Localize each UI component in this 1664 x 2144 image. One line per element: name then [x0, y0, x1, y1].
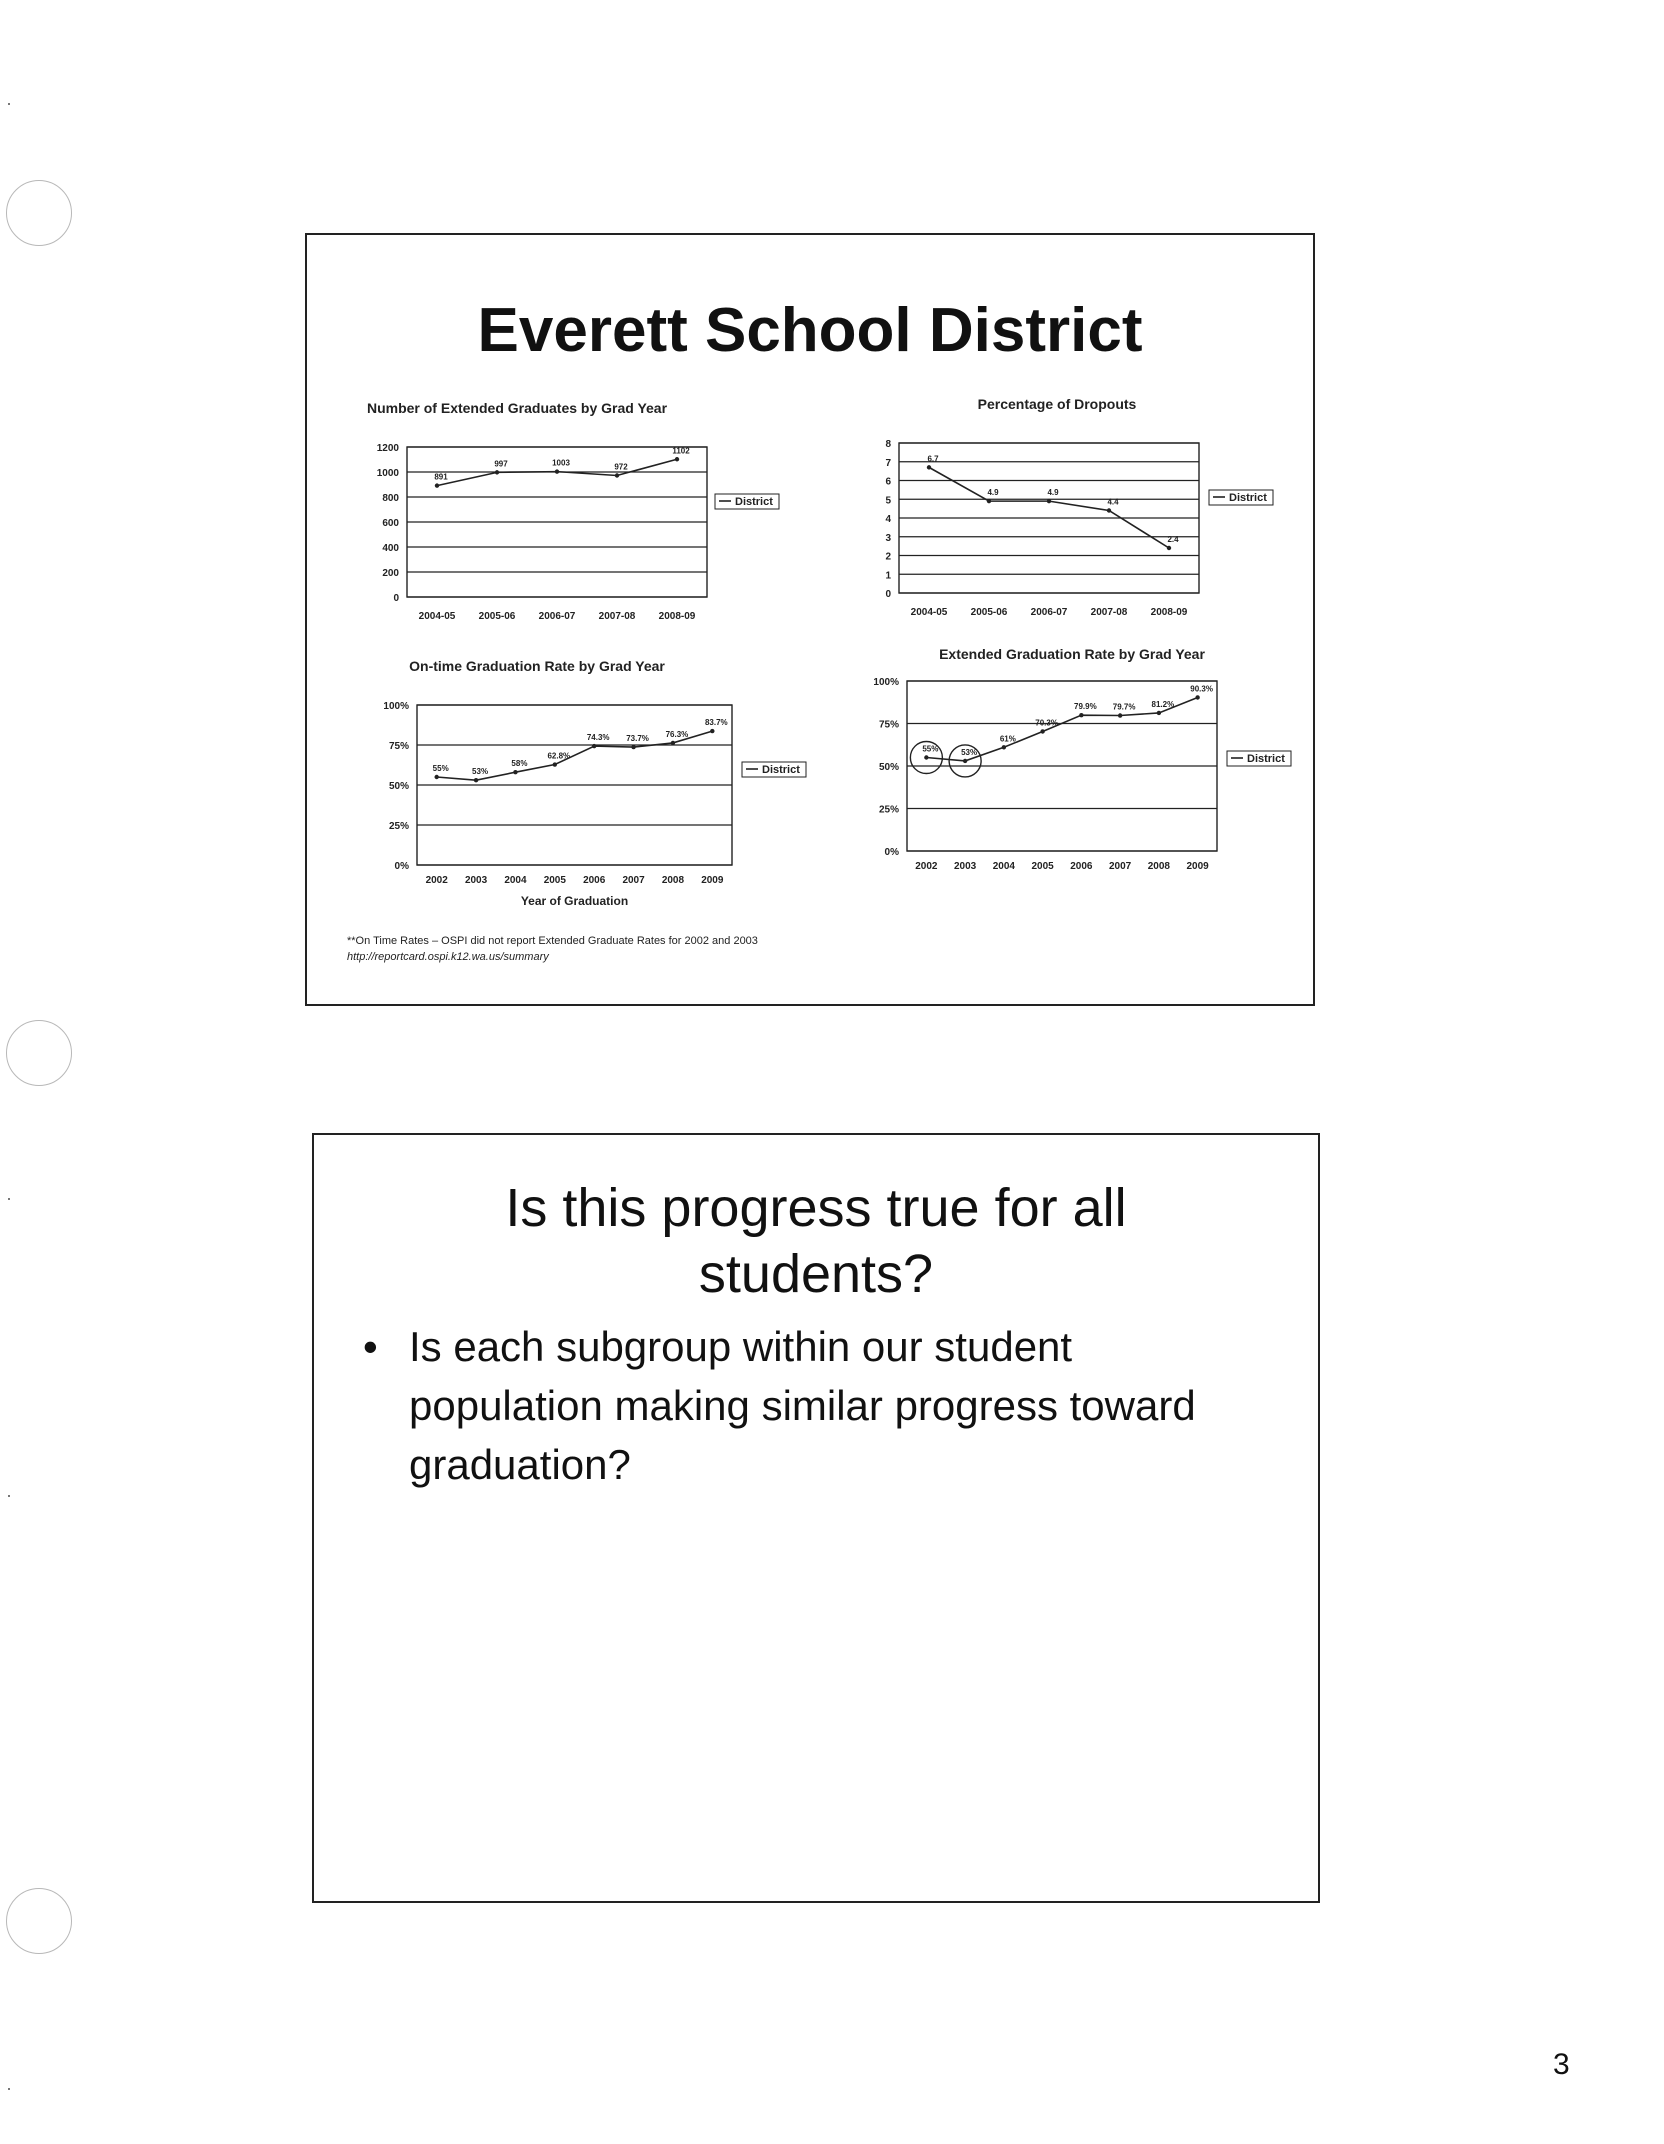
data-label: 891	[434, 472, 448, 482]
y-tick-label: 5	[885, 495, 891, 507]
x-tick-label: 2008	[1147, 861, 1170, 872]
data-point	[1079, 713, 1083, 717]
x-tick-label: 2008	[661, 875, 685, 886]
data-point	[631, 745, 635, 749]
x-tick-label: 2003	[954, 861, 977, 872]
data-point	[963, 759, 967, 763]
data-point	[474, 778, 478, 782]
bullet-line: Is each subgroup within our student	[409, 1323, 1073, 1370]
y-tick-label: 25%	[388, 821, 409, 832]
y-tick-label: 3	[885, 532, 891, 544]
x-tick-label: 2002	[915, 861, 938, 872]
x-tick-label: 2007	[622, 875, 645, 886]
legend-label: District	[762, 764, 800, 776]
data-point	[553, 762, 557, 766]
chart-title: On-time Graduation Rate by Grad Year	[409, 658, 665, 674]
data-label: 90.3%	[1190, 684, 1213, 694]
x-tick-label: 2009	[701, 875, 724, 886]
data-label: 55%	[432, 764, 449, 773]
data-point	[1002, 745, 1006, 749]
data-point	[435, 483, 439, 487]
data-label: 4.9	[987, 488, 999, 498]
x-tick-label: 2005	[543, 875, 566, 886]
footnote-source-url: http://reportcard.ospi.k12.wa.us/summary	[347, 951, 549, 963]
x-tick-label: 2004	[992, 861, 1015, 872]
x-tick-label: 2006-07	[1030, 607, 1068, 618]
chart-title: Percentage of Dropouts	[977, 396, 1137, 412]
y-tick-label: 1000	[376, 468, 399, 479]
data-label: 79.7%	[1112, 702, 1136, 712]
data-label: 73.7%	[626, 734, 649, 744]
data-point	[434, 775, 438, 779]
scan-speck	[8, 1198, 10, 1200]
x-tick-label: 2009	[1186, 861, 1209, 872]
y-tick-label: 1	[885, 570, 891, 582]
data-point	[1047, 499, 1051, 503]
x-tick-label: 2006	[583, 875, 606, 886]
title-line: Is this progress true for all	[505, 1178, 1127, 1238]
data-label: 81.2%	[1151, 699, 1175, 709]
title-line: students?	[698, 1244, 934, 1304]
data-label: 1003	[552, 458, 570, 468]
data-label: 74.3%	[586, 733, 610, 743]
chart-title: Number of Extended Graduates by Grad Year	[366, 400, 668, 416]
scan-speck	[8, 103, 10, 105]
data-point	[1118, 713, 1122, 717]
chart-ontime-graduation-rate	[347, 655, 800, 915]
data-label: 58%	[511, 759, 528, 769]
data-label: 83.7%	[704, 718, 728, 728]
y-tick-label: 0	[393, 593, 399, 604]
data-point	[513, 770, 517, 774]
y-tick-label: 50%	[388, 781, 409, 792]
scan-speck	[8, 1495, 10, 1497]
data-point	[495, 470, 499, 474]
data-label: 1102	[672, 446, 690, 456]
data-label: 997	[494, 459, 508, 469]
data-point	[555, 469, 559, 473]
data-label: 79.9%	[1074, 702, 1097, 712]
y-tick-label: 75%	[878, 719, 899, 731]
chart-title: Extended Graduation Rate by Grad Year	[939, 646, 1205, 662]
data-label: 4.9	[1047, 488, 1059, 498]
slide-progress-question	[312, 1133, 1320, 1903]
legend-label: District	[735, 496, 773, 508]
y-tick-label: 0	[885, 589, 891, 600]
y-tick-label: 8	[885, 439, 891, 450]
x-tick-label: 2003	[464, 875, 488, 886]
y-tick-label: 7	[885, 457, 891, 469]
data-point	[1107, 508, 1111, 512]
data-point	[1040, 729, 1044, 733]
x-tick-label: 2004-05	[418, 611, 456, 622]
x-tick-label: 2005-06	[970, 607, 1008, 618]
data-point	[927, 465, 931, 469]
chart-extended-graduation-rate	[827, 643, 1285, 883]
bullet-line: population making similar progress toward	[409, 1382, 1196, 1429]
x-tick-label: 2008-09	[658, 611, 696, 622]
data-point	[671, 741, 675, 745]
scan-speck	[8, 2088, 10, 2090]
x-tick-label: 2007	[1109, 861, 1132, 872]
y-tick-label: 50%	[878, 762, 899, 773]
data-label: 2.4	[1167, 535, 1179, 544]
slide-everett-district	[305, 233, 1315, 1006]
y-tick-label: 600	[382, 518, 399, 529]
legend-label: District	[1247, 753, 1285, 765]
bullet-line: graduation?	[409, 1441, 631, 1488]
y-tick-label: 25%	[878, 804, 899, 816]
data-point	[924, 755, 928, 759]
data-label: 6.7	[927, 454, 939, 464]
x-axis-title: Year of Graduation	[520, 894, 629, 908]
x-tick-label: 2005	[1031, 861, 1054, 872]
y-tick-label: 0%	[394, 861, 409, 872]
binder-hole-bottom	[6, 1888, 72, 1954]
x-tick-label: 2004-05	[910, 607, 948, 618]
data-point	[1167, 546, 1171, 550]
y-tick-label: 6	[885, 476, 891, 488]
x-tick-label: 2002	[425, 875, 448, 886]
x-tick-label: 2007-08	[598, 611, 636, 622]
slide-title	[314, 1175, 1318, 1307]
slide-title: Everett School District	[477, 296, 1143, 365]
data-label: 70.3%	[1035, 718, 1058, 728]
x-tick-label: 2005-06	[478, 611, 516, 622]
y-tick-label: 75%	[388, 741, 409, 752]
x-tick-label: 2007-08	[1090, 607, 1128, 618]
binder-hole-top	[6, 180, 72, 246]
page-number: 3	[1553, 2048, 1570, 2081]
data-label: 53%	[961, 747, 978, 757]
chart-extended-graduates	[347, 397, 787, 627]
x-tick-label: 2004	[504, 875, 527, 886]
data-point	[1195, 695, 1199, 699]
bullet-item	[363, 1317, 1249, 1494]
bullet-icon: •	[363, 1323, 378, 1370]
x-tick-label: 2006-07	[538, 611, 576, 622]
y-tick-label: 4	[885, 514, 891, 525]
data-label: 76.3%	[665, 729, 689, 739]
data-point	[615, 473, 619, 477]
footnote-ontime-rates: **On Time Rates – OSPI did not report Extended Graduate Rates for 2002 and 2003	[347, 935, 758, 947]
chart-dropouts	[827, 393, 1267, 623]
y-tick-label: 100%	[383, 701, 409, 712]
y-tick-label: 800	[382, 493, 399, 504]
x-tick-label: 2006	[1070, 861, 1093, 872]
y-tick-label: 200	[382, 568, 399, 579]
series-line-district	[929, 467, 1169, 548]
data-label: 53%	[472, 767, 489, 777]
data-label: 4.4	[1107, 497, 1119, 507]
y-tick-label: 400	[382, 543, 399, 554]
legend-label: District	[1229, 492, 1267, 504]
y-tick-label: 2	[885, 551, 891, 563]
data-point	[710, 729, 714, 733]
y-tick-label: 1200	[376, 443, 399, 454]
data-point	[1157, 711, 1161, 715]
data-label: 61%	[999, 734, 1016, 744]
y-tick-label: 0%	[884, 847, 899, 858]
data-label: 972	[614, 462, 628, 472]
data-label: 62.8%	[547, 751, 571, 761]
data-label: 55%	[922, 744, 939, 754]
data-point	[675, 457, 679, 461]
data-point	[987, 499, 991, 503]
y-tick-label: 100%	[873, 677, 899, 688]
data-point	[592, 744, 596, 748]
binder-hole-middle	[6, 1020, 72, 1086]
x-tick-label: 2008-09	[1150, 607, 1188, 618]
